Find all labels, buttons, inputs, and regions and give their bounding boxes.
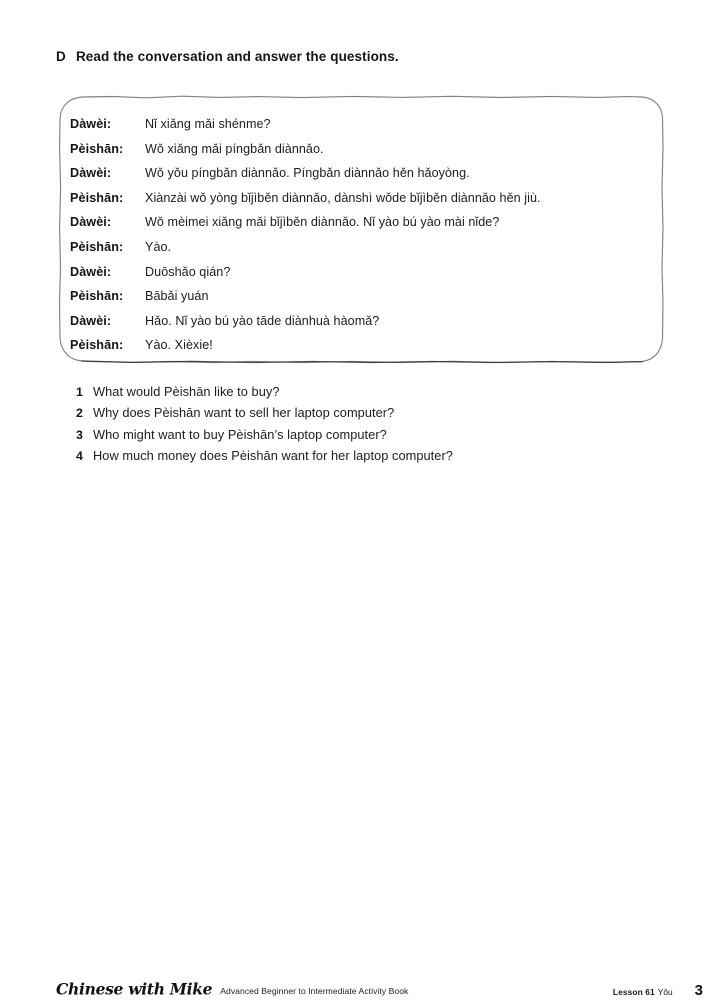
- dialogue-box: [52, 88, 670, 372]
- dialogue-speaker: Dàwèi:: [70, 166, 112, 181]
- brand-subtitle: Advanced Beginner to Intermediate Activity Book: [220, 986, 409, 996]
- exercise-instruction: Read the conversation and answer the questions.: [75, 49, 399, 64]
- dialogue-text: Yào. Xièxie!: [145, 338, 213, 353]
- question-item: [56, 402, 656, 423]
- dialogue-text: Wǒ mèimei xiǎng mǎi bǐjìběn diànnǎo. Nǐ yào bú yào mài nǐde?: [145, 215, 500, 230]
- dialogue-line: [52, 235, 670, 260]
- question-text: What would Pèishān like to buy?: [93, 384, 280, 399]
- dialogue-text: Nǐ xiǎng mǎi shénme?: [145, 117, 271, 131]
- page-footer: [0, 970, 721, 1000]
- dialogue-speaker: Pèishān:: [70, 190, 124, 205]
- question-number: 1: [76, 385, 83, 399]
- dialogue-line: [52, 161, 670, 186]
- question-item: [56, 445, 656, 466]
- dialogue-line: [52, 260, 670, 285]
- dialogue-line: [52, 333, 670, 358]
- dialogue-text: Hǎo. Nǐ yào bú yào tāde diànhuà hàomǎ?: [145, 313, 380, 328]
- dialogue-line-list: [52, 88, 670, 372]
- dialogue-text: Yào.: [145, 239, 172, 254]
- dialogue-speaker: Pèishān:: [70, 239, 124, 254]
- question-number: 2: [76, 406, 83, 421]
- question-number: 3: [76, 427, 83, 442]
- question-item: [56, 381, 656, 402]
- dialogue-speaker: Dàwèi:: [70, 117, 112, 131]
- dialogue-text: Xiànzài wǒ yòng bǐjìběn diànnǎo, dànshì wǒde bǐjìběn diànnǎo hěn jiù.: [145, 190, 541, 205]
- exercise-letter: D: [56, 49, 66, 64]
- dialogue-speaker: Dàwèi:: [70, 215, 112, 230]
- question-text: How much money does Pèishān want for her laptop computer?: [93, 448, 453, 464]
- dialogue-speaker: Dàwèi:: [70, 264, 112, 279]
- dialogue-speaker: Pèishān:: [70, 338, 124, 353]
- dialogue-line: [52, 137, 670, 162]
- question-item: [56, 424, 656, 445]
- dialogue-line: [52, 210, 670, 235]
- dialogue-line: [52, 186, 670, 211]
- lesson-keyword: Yǒu: [657, 987, 673, 997]
- brand-block: [56, 979, 408, 998]
- question-text: Who might want to buy Pèishān’s laptop computer?: [93, 426, 387, 442]
- question-list: [56, 381, 656, 467]
- question-number: 4: [76, 449, 83, 464]
- dialogue-text: Wǒ yǒu píngbǎn diànnǎo. Píngbǎn diànnǎo hěn hǎoyòng.: [145, 166, 470, 181]
- page-number: 3: [694, 982, 703, 999]
- dialogue-speaker: Pèishān:: [70, 141, 124, 156]
- question-text: Why does Pèishān want to sell her laptop computer?: [93, 405, 395, 421]
- brand-logo: Chinese with Mike: [56, 978, 213, 999]
- dialogue-text: Bābǎi yuán: [145, 289, 209, 304]
- exercise-heading: [56, 49, 399, 64]
- dialogue-speaker: Pèishān:: [70, 289, 124, 304]
- dialogue-speaker: Dàwèi:: [70, 313, 112, 328]
- dialogue-text: Wǒ xiǎng mǎi píngbǎn diànnǎo.: [145, 141, 324, 156]
- lesson-label: Lesson 61: [612, 987, 655, 997]
- dialogue-line: [52, 284, 670, 309]
- dialogue-text: Duōshǎo qián?: [145, 264, 231, 279]
- footer-right-block: [613, 982, 703, 999]
- dialogue-line: [52, 112, 670, 137]
- dialogue-line: [52, 309, 670, 334]
